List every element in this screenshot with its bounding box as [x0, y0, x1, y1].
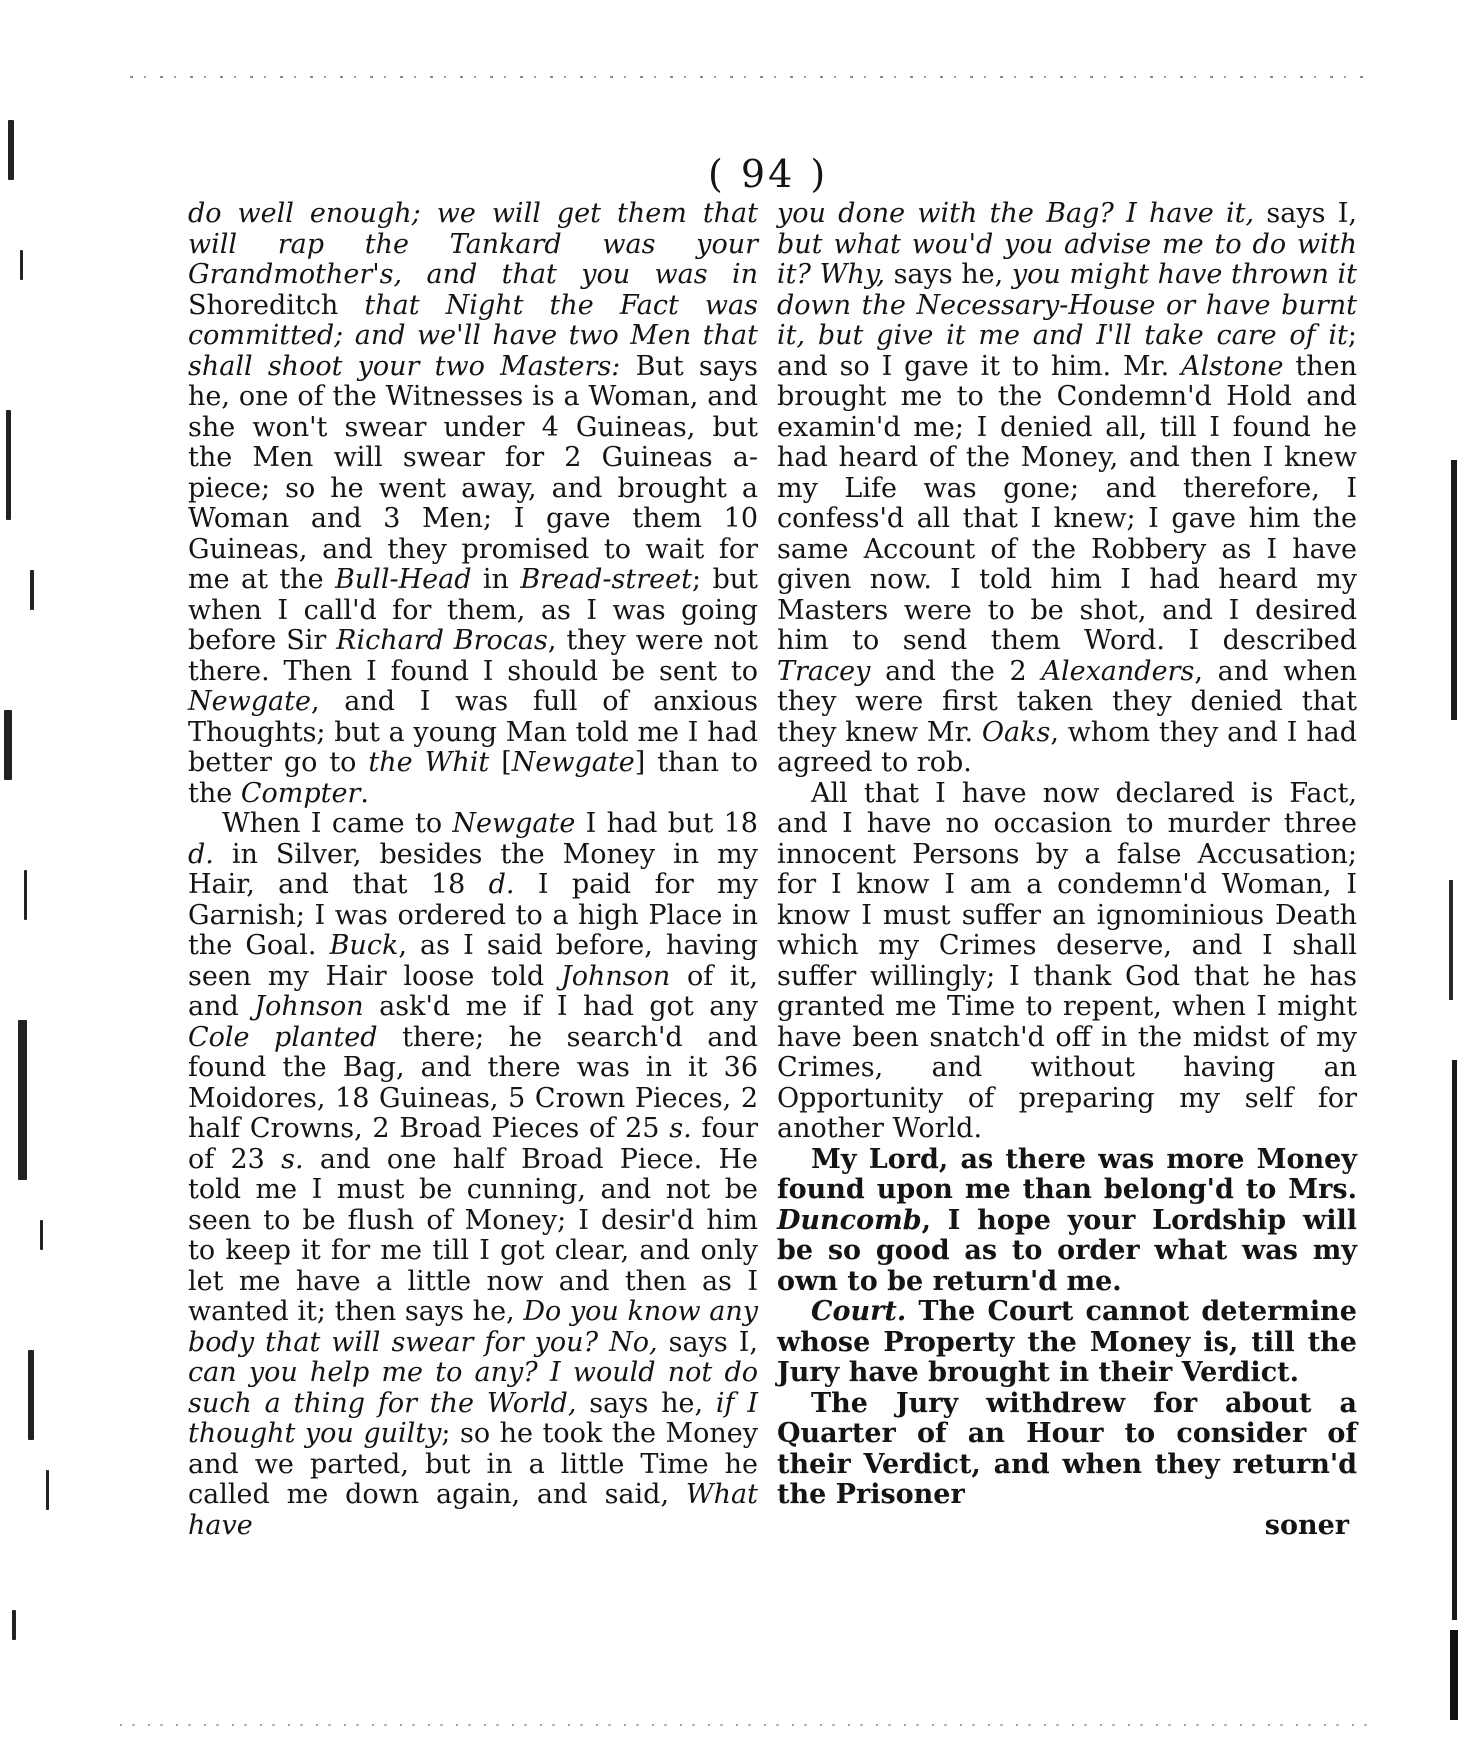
text-run: in: [471, 564, 521, 595]
text-run: Newgate: [188, 686, 311, 717]
text-run: says I,: [1254, 198, 1357, 229]
top-scan-rule: [130, 76, 1370, 78]
text-run: When I came to: [222, 808, 453, 839]
text-run: you done with the Bag? I have it,: [777, 198, 1255, 229]
text-run: can you help me to any? I would not do such a thing for the World,: [188, 1357, 758, 1419]
text-run: the Whit: [368, 747, 490, 778]
text-run: in Silver, besides the Money in my Hair, and that 18: [188, 838, 758, 900]
text-run: ; but when I call'd for them, as I was going before Sir: [188, 564, 758, 656]
text-run: Bull-Head: [334, 564, 472, 595]
left-text-column: [188, 199, 758, 1541]
text-run: I paid for my Garnish; I was ordered to a high Place in the Goal.: [188, 869, 758, 961]
text-run: Alstone: [1181, 350, 1284, 382]
text-run: Do you know any body that will swear for you? No,: [188, 1296, 759, 1358]
left-paragraph-1: [188, 199, 758, 809]
text-run: I had but 18: [575, 808, 758, 839]
text-run: Court.: [811, 1296, 907, 1327]
text-run: s.: [281, 1143, 304, 1175]
text-run: ask'd me if I had got any: [363, 991, 758, 1022]
text-run: Newgate: [452, 808, 576, 839]
text-run: says I,: [657, 1326, 759, 1358]
text-run: .: [360, 777, 369, 809]
text-run: that Night the Fact was committed; and we'll have two Men that shall shoot your two Masters:: [188, 289, 758, 382]
text-run: , and when they were first taken they denied that they knew Mr.: [777, 655, 1358, 748]
text-run: you might have thrown it down the Necessary-House or have burnt it, but give it me and I'll take care of it: [777, 259, 1358, 351]
text-run: Compter: [240, 777, 361, 809]
right-paragraph-3: [777, 1145, 1357, 1298]
right-paragraph-4: [777, 1297, 1357, 1389]
text-run: The Jury withdrew for about a Quarter of an Hour to consider of their Verdict, and when they return'd the Prisoner: [777, 1387, 1357, 1510]
text-run: says he,: [576, 1387, 716, 1419]
text-run: Johnson: [560, 960, 671, 992]
text-run: Buck: [329, 930, 399, 961]
left-paragraph-2: [188, 809, 758, 1541]
text-run: do well enough; we will get them that will rap the Tankard was your Grandmother's, and that you was in: [188, 198, 758, 290]
right-edge-shadow: [1446, 460, 1462, 1720]
catchword: soner: [1264, 1509, 1349, 1541]
text-run: Newgate: [511, 747, 635, 778]
text-run: s.: [669, 1113, 692, 1144]
text-run: ; so he took the Money and we parted, but in a little Time he called me down again, and said,: [188, 1418, 758, 1510]
text-run: Alexanders: [1041, 655, 1195, 687]
text-run: Oaks: [981, 716, 1051, 748]
text-run: Richard Brocas: [336, 625, 548, 656]
text-run: d.: [488, 869, 515, 900]
text-run: and one half Broad Piece. He told me I must be cunning, and not be seen to be flush of Money; I desir'd him to keep it for me till I got clear, and only let me have a little now and then as I wanted it; then says he,: [188, 1143, 758, 1327]
text-run: But says he, one of the Witnesses is a Woman, and she won't swear under 4 Guineas, but the Men will swear for 2 Guineas a-piece; so he went away, and brought a Woman and 3 Men; I gave them 10 Guineas, and they promised to wait for me at the: [188, 350, 758, 595]
right-text-column: [777, 199, 1357, 1541]
text-run: ] than to the: [188, 747, 758, 809]
text-run: of it, and: [188, 960, 758, 1022]
text-run: , as I said before, having seen my Hair loose told: [188, 930, 758, 992]
text-run: but what wou'd you advise me to do with it? Why,: [777, 228, 1357, 290]
right-paragraph-5: [777, 1389, 1357, 1511]
text-run: Duncomb: [777, 1204, 922, 1236]
text-run: Johnson: [254, 991, 364, 1022]
text-run: ; and so I gave it to him. Mr.: [777, 320, 1357, 382]
text-run: Shoreditch: [188, 289, 365, 321]
bottom-scan-rule: [120, 1724, 1370, 1726]
right-paragraph-2: [777, 779, 1357, 1145]
text-run: says he,: [884, 259, 1012, 290]
text-run: Tracey: [777, 655, 871, 687]
text-run: The Court cannot determine whose Property the Money is, till the Jury have brought in their Verdict.: [777, 1296, 1357, 1388]
text-run: , I hope your Lordship will be so good as to order what was my own to be return'd me.: [777, 1204, 1357, 1297]
text-run: Cole planted: [188, 1021, 378, 1053]
text-run: [: [489, 747, 512, 778]
text-run: , they were not there. Then I found I should be sent to: [188, 625, 758, 687]
left-margin-scan-noise: [0, 90, 110, 1730]
text-run: Bread-street: [520, 564, 692, 595]
text-run: four of 23: [188, 1113, 758, 1175]
text-run: What have: [188, 1479, 758, 1541]
page-number: ( 94 ): [708, 152, 829, 196]
text-run: d.: [188, 838, 214, 870]
text-run: My Lord, as there was more Money found upon me than belong'd to Mrs.: [777, 1143, 1357, 1205]
text-run: , and I was full of anxious Thoughts; but a young Man told me I had better go to: [188, 686, 758, 778]
text-run: if I thought you guilty: [188, 1387, 758, 1449]
text-run: there; he search'd and found the Bag, and there was in it 36 Moidores, 18 Guineas, 5 Crown Pieces, 2 half Crowns, 2 Broad Pieces of 25: [188, 1021, 758, 1144]
text-run: then brought me to the Condemn'd Hold and examin'd me; I denied all, till I found he had heard of the Money, and then I knew my Life was gone; and therefore, I confess'd all that I knew; I gave him the same Account of the Robbery as I have given now. I told him I had heard my Masters were to be shot, and I desired him to send them Word. I described: [777, 350, 1357, 656]
text-run: and the 2: [870, 655, 1042, 687]
right-paragraph-1: [777, 199, 1357, 779]
text-run: All that I have now declared is Fact, and I have no occasion to murder three innocent Persons by a false Accusation; for I know I am a condemn'd Woman, I know I must suffer an ignominious Death which my Crimes deserve, and I shall suffer willingly; I thank God that he has granted me Time to repent, when I might have been snatch'd off in the midst of my Crimes, and without having an Opportunity of preparing my self for another World.: [777, 777, 1357, 1144]
text-run: , whom they and I had agreed to rob.: [777, 716, 1358, 778]
